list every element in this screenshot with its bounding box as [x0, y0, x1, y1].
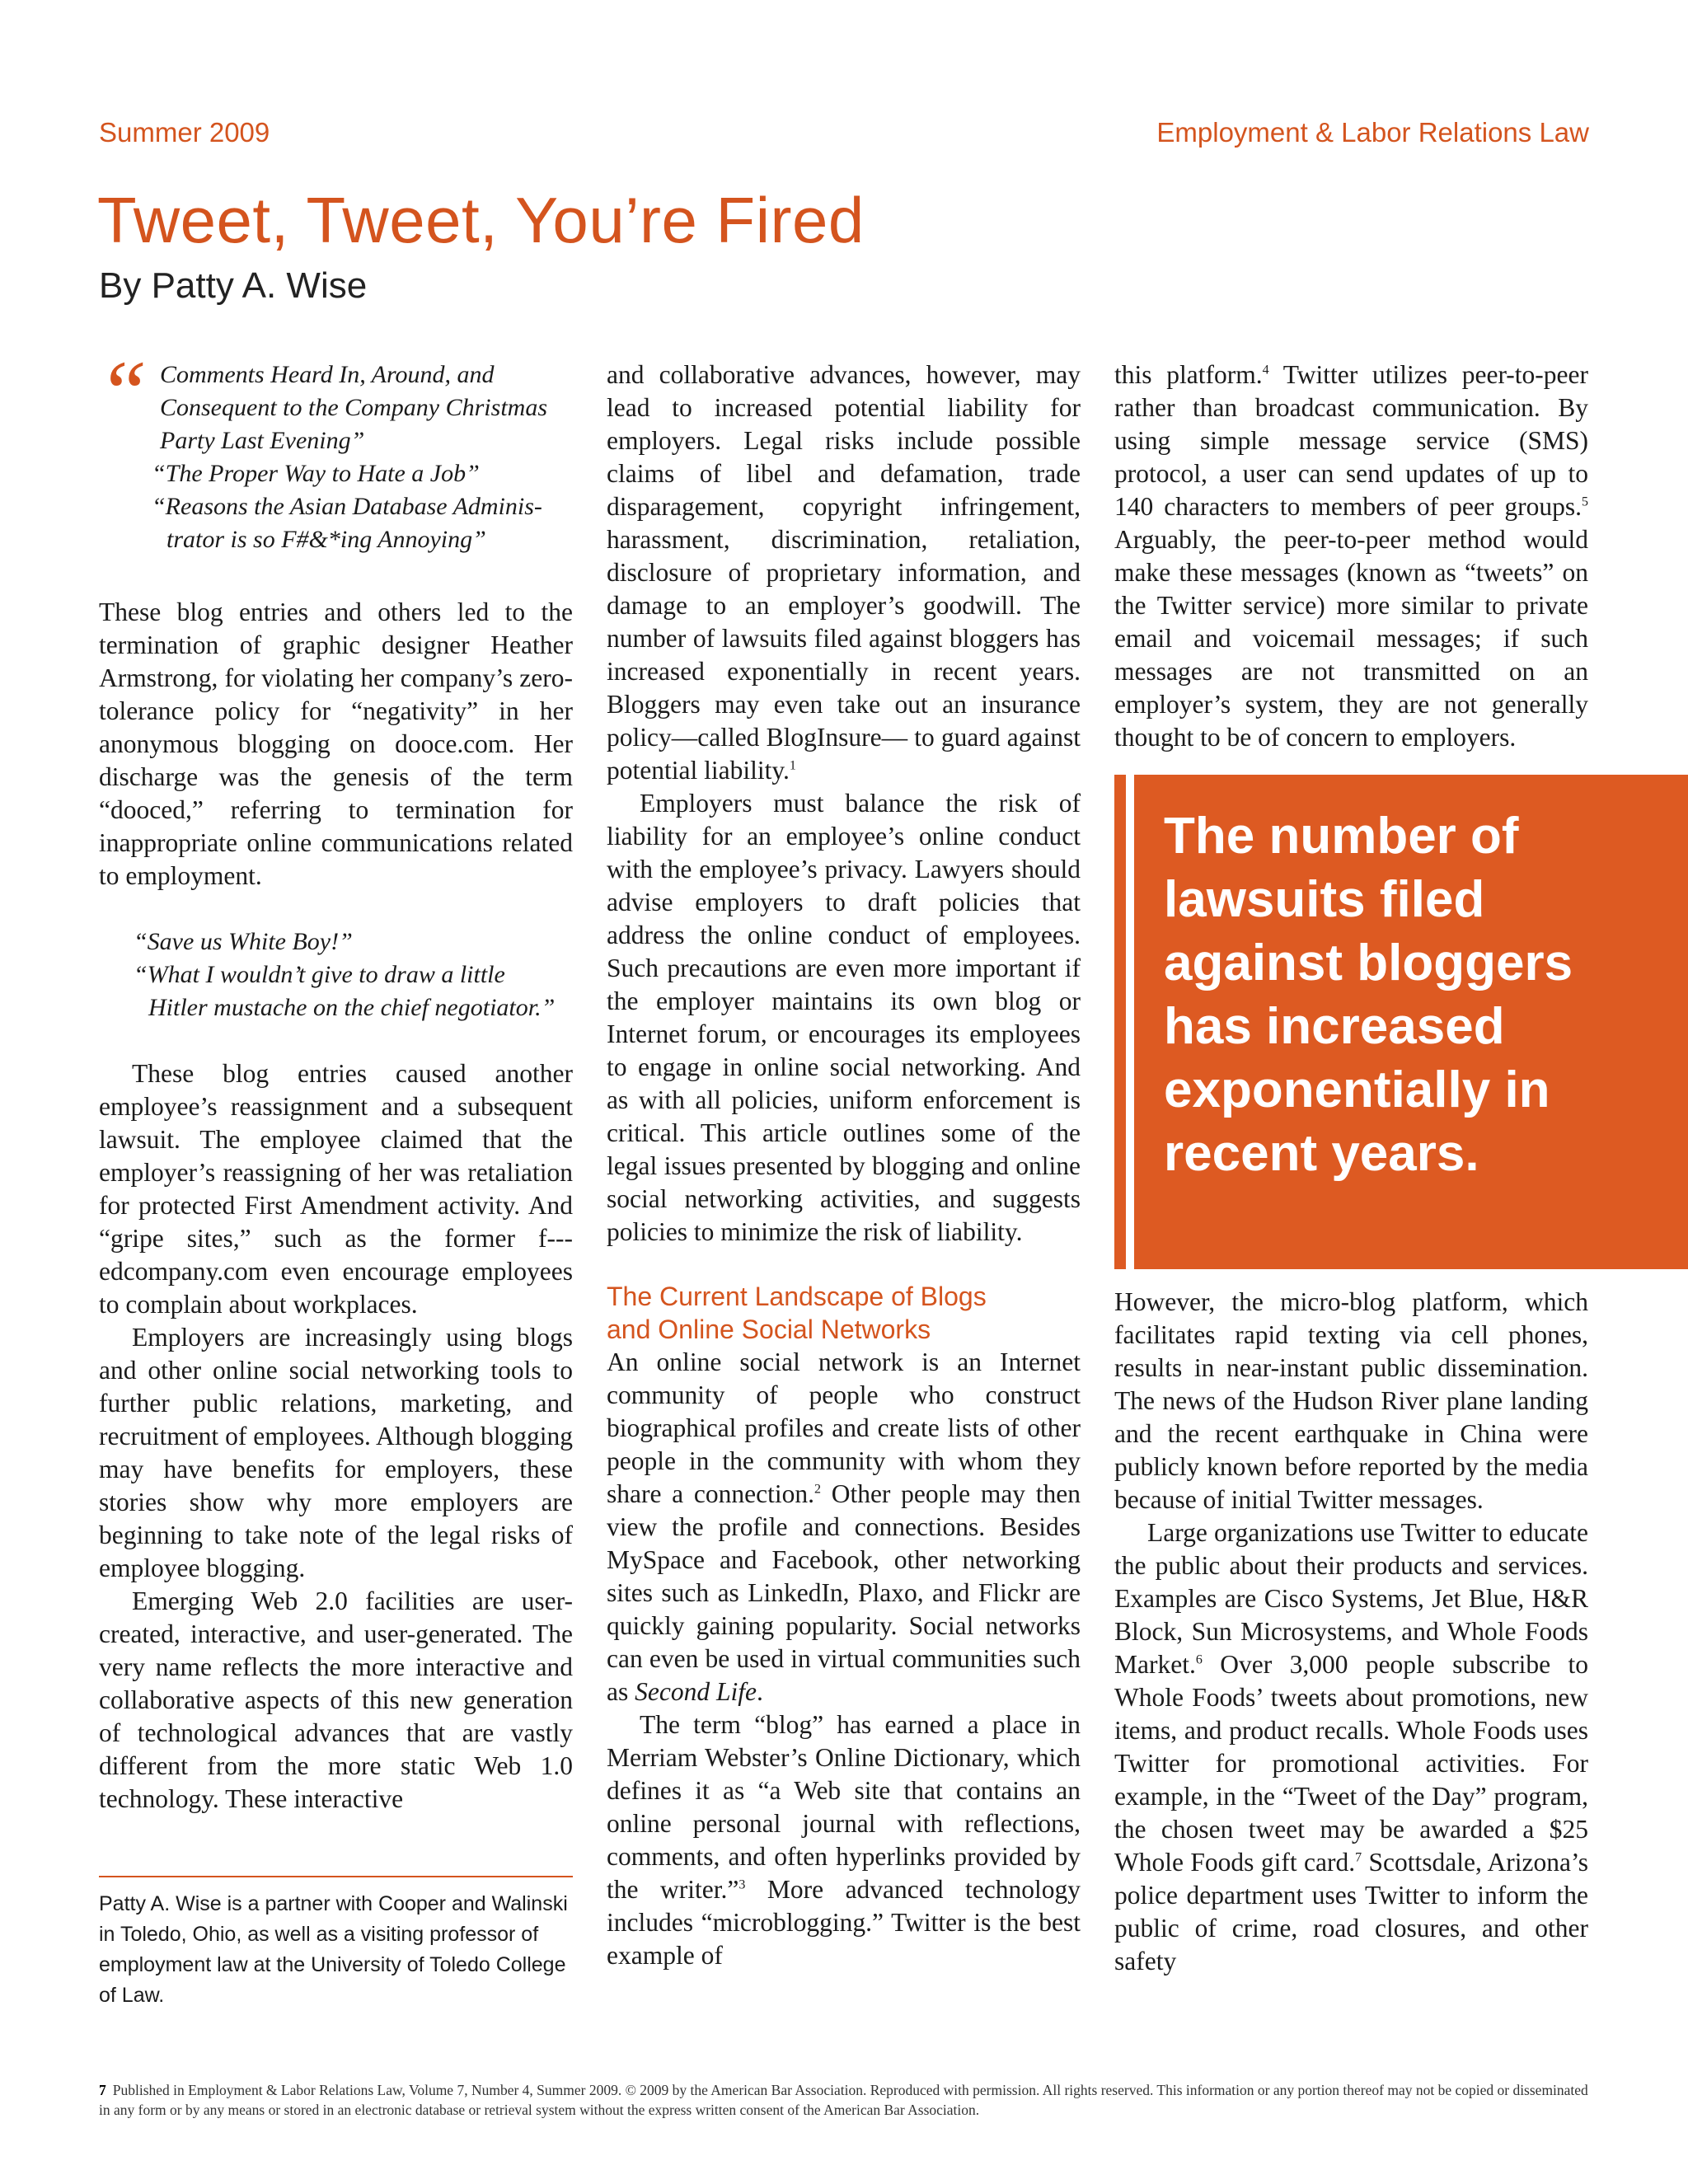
section-heading: The Current Landscape of Blogs and Online Social Networks	[607, 1282, 987, 1344]
column-3	[1114, 359, 1588, 754]
quote-line: “What I wouldn’t give to draw a little	[134, 961, 505, 988]
footnote-ref: 2	[814, 1482, 821, 1497]
issue-date: Summer 2009	[99, 117, 270, 148]
body-paragraph: Employers are increasingly using blogs and other online social networking tools to further public relations, marketing, and recruitment of employees. Although blogging may have benefits for employers, these stories show why more employers are beginning to take note of the legal risks of employee blogging.	[99, 1323, 573, 1582]
pull-quote	[1114, 775, 1688, 1269]
body-paragraph: However, the micro-blog platform, which facilitates rapid texting via cell phones, results in near-instant public dissemination. The news of the Hudson River plane landing and the recent earthquake in China were publicly known before reported by the media because of initial Twitter messages.	[1114, 1287, 1588, 1514]
pull-quote-text: The number of lawsuits filed against bloggers has increased exponentially in recent years.	[1164, 808, 1573, 1182]
column-3-continued	[1114, 1286, 1588, 1978]
body-paragraph: Large organizations use Twitter to educate the public about their products and services. Examples are Cisco Systems, Jet Blue, H&R Block, Sun Microsystems, and Whole Foods Market.$^6$ Over 3,000 people subscribe to Whole Foods’ tweets about promotions, new items, and product recalls. Whole Foods uses Twitter for promotional activities. For example, in the “Tweet of the Day” program, the chosen tweet may be awarded a $25 Whole Foods gift card.$^7$ Scottsdale, Arizona’s police department uses Twitter to inform the public of crime, road closures, and other safety	[1114, 1518, 1588, 1975]
body-paragraph: Employers must balance the risk of liability for an employee’s online conduct with the employee’s privacy. Lawyers should advise employers to draft policies that address the online conduct of employees. Such precautions are even more important if the employer maintains its own blog or Internet forum, or encourages its employees to engage in online social networking. And as with all policies, uniform enforcement is critical. This article outlines some of the legal issues presented by blogging and online social networking activities, and suggests policies to minimize the risk of liability.	[607, 789, 1081, 1246]
quote-line: Hitler mustache on the chief negotiator.”	[148, 994, 556, 1021]
footnote-ref: 7	[1355, 1850, 1362, 1865]
opening-quotes	[97, 342, 573, 556]
body-paragraph: These blog entries caused another employee’s reassignment and a subsequent lawsuit. The employee claimed that the employer’s reassigning of her was retaliation for protected First Amendment activity. And “gripe sites,” such as the former f---edcompany.com even encourage employees to complain about workplaces.	[99, 1059, 573, 1319]
quote-line: trator is so F#&*ing Annoying”	[166, 526, 486, 553]
quote-line: Consequent to the Company Christmas	[160, 394, 547, 421]
publication-name: Employment & Labor Relations Law	[1156, 117, 1589, 148]
bio-divider	[99, 1876, 573, 1877]
footnote-ref: 3	[738, 1877, 746, 1892]
page-number: 7	[99, 2082, 106, 2098]
body-paragraph: Emerging Web 2.0 facilities are user-created, interactive, and user-generated. The very name reflects the more interactive and collaborative aspects of this new generation of technological advances that are vastly different from the more static Web 1.0 technology. These interactive	[99, 1586, 573, 1813]
footnote-ref: 1	[789, 758, 796, 773]
body-paragraph: An online social network is an Internet community of people who construct biographical profiles and create lists of other people in the community with whom they share a connection.$^2$ Other people may then view the profile and connections. Besides MySpace and Facebook, other networking sites such as LinkedIn, Plaxo, and Flickr are quickly gaining popularity. Social networks can even be used in virtual communities such as Second Life.	[607, 1347, 1081, 1706]
inline-quotes	[134, 926, 573, 1024]
body-paragraph: and collaborative advances, however, may lead to increased potential liability for employers. Legal risks include possible claims of libel and defamation, trade disparagement, copyright infringement, harassment, discrimination, retaliation, disclosure of proprietary information, and damage to an employer’s goodwill. The number of lawsuits filed against bloggers has increased exponentially in recent years. Bloggers may even take out an insurance policy—called BlogInsure— to guard against potential liability.$^1$	[607, 360, 1081, 785]
footnote-ref: 6	[1195, 1652, 1203, 1667]
quote-line: “Reasons the Asian Database Adminis-	[152, 493, 542, 520]
article-byline: By Patty A. Wise	[99, 265, 368, 306]
quote-line: Party Last Evening”	[160, 427, 365, 454]
footnote-ref: 4	[1262, 363, 1269, 377]
body-paragraph: These blog entries and others led to the termination of graphic designer Heather Armstrong, for violating her company’s zero-tolerance policy for “negativity” in her anonymous blogging on dooce.com. Her discharge was the genesis of the term “dooced,” referring to termination for inappropriate online communications related to employment.	[99, 598, 573, 890]
quote-line: “Save us White Boy!”	[134, 928, 353, 955]
copyright-notice: Published in Employment & Labor Relations Law, Volume 7, Number 4, Summer 2009. © 2009 by the American Bar Association. Reproduced with permission. All rights reserved. This information or any portion thereof may not be copied or disseminated in any form or by any means or stored in an electronic database or retrieval system without the express written consent of the American Bar Association.	[99, 2082, 1588, 2118]
body-paragraph: this platform.$^4$ Twitter utilizes peer-to-peer rather than broadcast communication. By using simple message service (SMS) protocol, a user can send updates of up to 140 characters to members of peer groups.$^5$ Arguably, the peer-to-peer method would make these messages (known as “tweets” on the Twitter service) more similar to private email and voicemail messages; if such messages are not transmitted on an employer’s system, they are not generally thought to be of concern to employers.	[1114, 360, 1588, 752]
body-paragraph: The term “blog” has earned a place in Merriam Webster’s Online Dictionary, which defines it as “a Web site that contains an online personal journal with reflections, comments, and often hyperlinks provided by the writer.”$^3$ More advanced technology includes “microblogging.” Twitter is the best example of	[607, 1710, 1081, 1970]
quote-line: Comments Heard In, Around, and	[160, 361, 495, 388]
quote-line: “The Proper Way to Hate a Job”	[152, 460, 480, 487]
copyright-footer	[99, 2080, 1591, 2120]
column-1	[97, 342, 573, 1816]
open-quote-mark: “	[97, 342, 148, 443]
column-2	[607, 359, 1081, 1972]
article-title: Tweet, Tweet, You’re Fired	[97, 184, 865, 256]
footnote-ref: 5	[1582, 494, 1588, 509]
author-bio: Patty A. Wise is a partner with Cooper and Walinski in Toledo, Ohio, as well as a visiting professor of employment law at the University of Toledo College of Law.	[99, 1892, 568, 2007]
pull-quote-gap	[1126, 775, 1134, 1269]
